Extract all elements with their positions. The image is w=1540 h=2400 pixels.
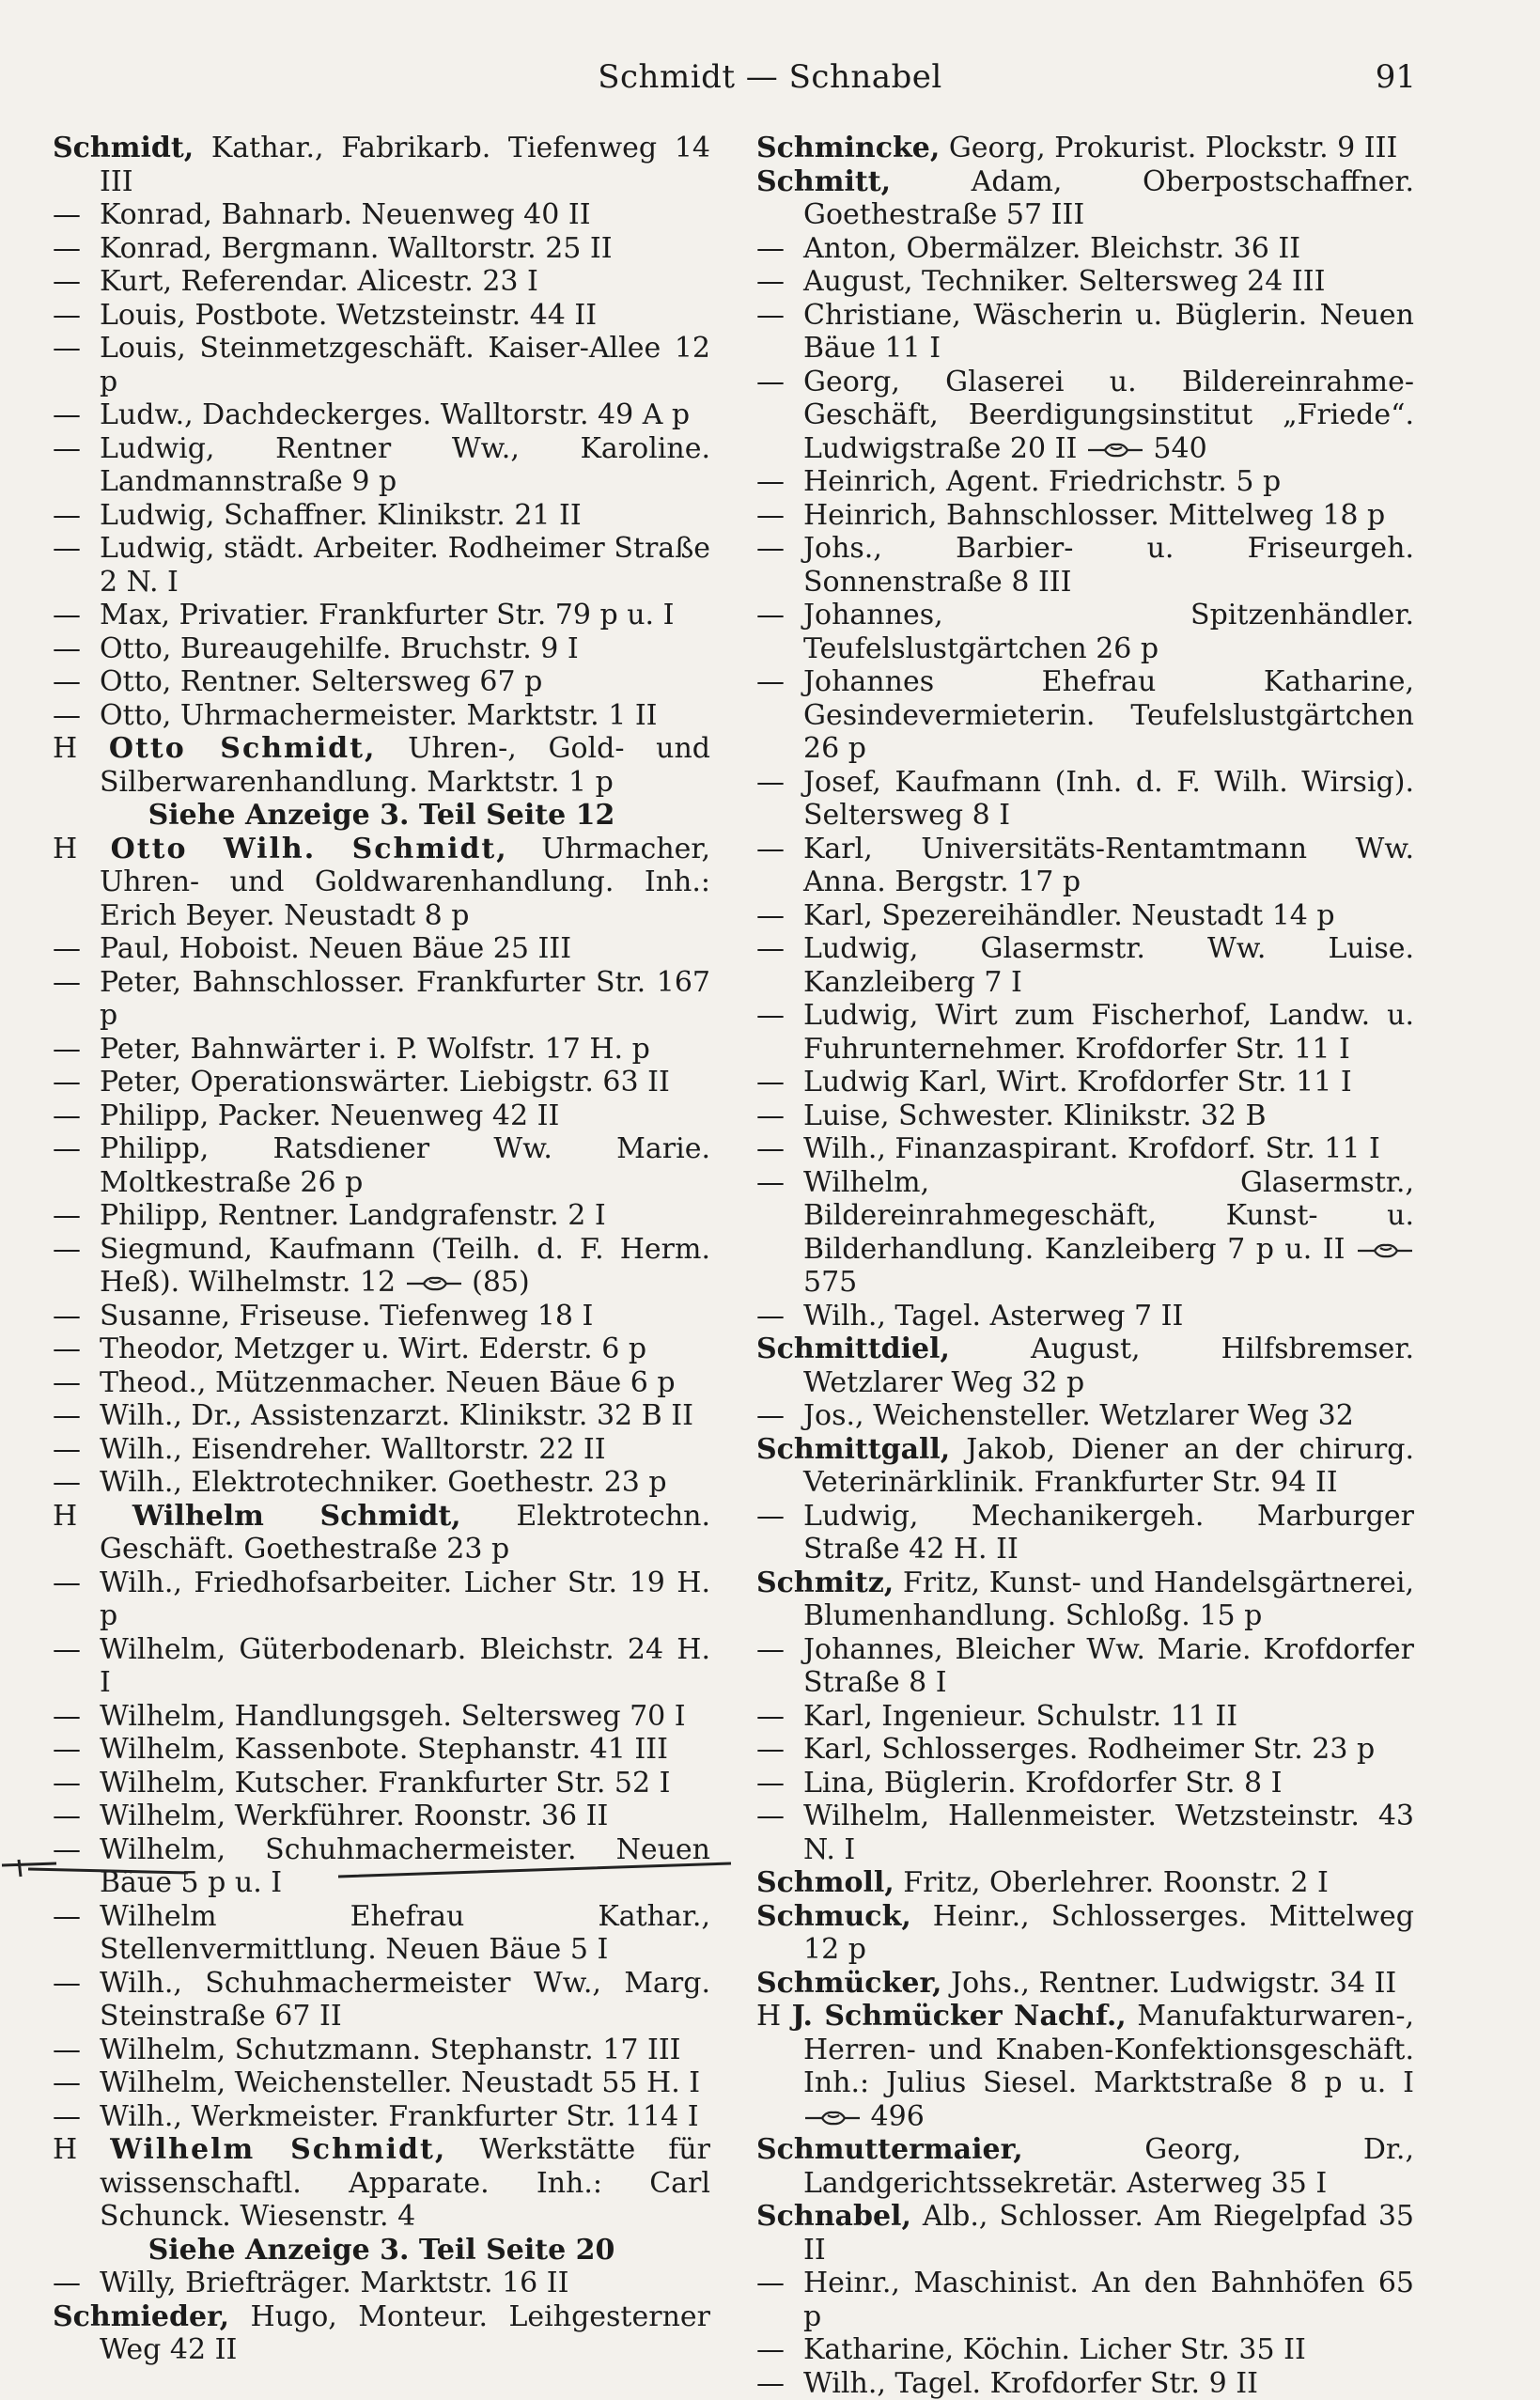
entry-text: Wilhelm, Werkführer. Roonstr. 36 II [100,1800,608,1832]
directory-entry [53,232,710,266]
directory-entry [53,1700,710,1734]
entry-text: Louis, Steinmetzgeschäft. Kaiser-Allee 12 p [100,332,710,398]
entry-text: Kathar., Fabrikarb. Tiefenweg 14 III [100,132,710,198]
entry-text: Johannes, Spitzenhändler. Teufelslustgärtchen 26 p [803,599,1414,665]
phone-number: 540 [1144,432,1207,465]
ditto-dash: — [53,499,100,533]
ditto-dash: — [756,1300,803,1333]
entry-text: Wilh., Werkmeister. Frankfurter Str. 114 I [100,2100,699,2133]
ditto-dash: — [53,1132,100,1166]
ditto-dash: — [53,332,100,366]
directory-entry [756,1633,1414,1700]
directory-entry-head [756,1866,1414,1900]
ditto-dash: — [53,1399,100,1433]
telephone-icon [803,2109,862,2127]
ditto-dash: — [756,1099,803,1133]
firm-name: Otto Wilh. Schmidt, [111,833,508,865]
entry-text: August, Hilfsbremser. Wetzlarer Weg 32 p [803,1332,1414,1399]
telephone-icon [405,1274,463,1293]
entry-text: Karl, Schlosserges. Rodheimer Str. 23 p [803,1733,1375,1766]
entry-text: Karl, Universitäts-Rentamtmann Ww. Anna. Bergstr. 17 p [803,833,1414,899]
ditto-dash: — [53,198,100,232]
ditto-dash: — [756,1132,803,1166]
ditto-dash: — [756,766,803,800]
entry-text: Ludwig, städt. Arbeiter. Rodheimer Straße 2 N. I [100,532,710,599]
ditto-dash: — [756,2367,803,2400]
entry-text: Wilhelm, Hallenmeister. Wetzsteinstr. 43 N. I [803,1800,1414,1866]
ditto-dash: — [756,1733,803,1767]
ditto-dash: — [756,2267,803,2300]
directory-entry [53,332,710,398]
directory-entry [756,1767,1414,1800]
directory-entry [53,532,710,599]
entry-text: Wilh., Eisendreher. Walltorstr. 22 II [100,1433,606,1466]
directory-entry [756,1399,1414,1433]
directory-entry [756,833,1414,899]
ditto-dash: — [53,1767,100,1800]
entry-text: Siegmund, Kaufmann (Teilh. d. F. Herm. Heß). Wilhelmstr. 12 [100,1233,710,1300]
advertisement-reference: Siehe Anzeige 3. Teil Seite 20 [53,2234,710,2268]
directory-entry [756,1132,1414,1166]
entry-text: Uhren-, Gold- und Silberwarenhandlung. Marktstr. 1 p [100,732,710,799]
directory-entry [53,699,710,733]
ditto-dash: — [53,2100,100,2134]
directory-entry [53,1300,710,1333]
ditto-dash: — [756,1500,803,1534]
entry-text: Peter, Bahnschlosser. Frankfurter Str. 167 p [100,966,710,1033]
entry-text: Theodor, Metzger u. Wirt. Ederstr. 6 p [100,1332,646,1365]
directory-entry [756,232,1414,266]
entry-text: Luise, Schwester. Klinikstr. 32 B [803,1099,1267,1132]
ditto-dash: — [53,599,100,632]
phone-number: (85) [463,1266,530,1299]
directory-entry [53,1199,710,1233]
left-column [53,132,710,2367]
ditto-dash: — [53,265,100,299]
entry-text: Wilhelm, Güterbodenarb. Bleichstr. 24 H. I [100,1633,710,1700]
entry-text: Ludw., Dachdeckerges. Walltorstr. 49 A p [100,398,690,431]
entry-text: Wilhelm, Kutscher. Frankfurter Str. 52 I [100,1767,671,1800]
directory-entry [53,1132,710,1199]
directory-entry-head [756,132,1414,165]
ditto-dash: — [53,1066,100,1099]
page-title: Schmidt — Schnabel [0,58,1540,96]
page-header [0,58,1540,115]
entry-text: Manufakturwaren-, Herren- und Knaben-Konfektionsgeschäft. Inh.: Julius Siesel. Marktstraße 8 p u. I [803,2000,1414,2099]
business-listing [53,833,710,933]
entry-text: Wilhelm, Weichensteller. Neustadt 55 H. I [100,2066,700,2099]
entry-text: Wilhelm Ehefrau Kathar., Stellenvermittlung. Neuen Bäue 5 I [100,1900,710,1967]
entry-text: Theod., Mützenmacher. Neuen Bäue 6 p [100,1366,676,1399]
ditto-dash: — [756,899,803,933]
ditto-dash: — [53,2066,100,2100]
entry-text: Karl, Spezereihändler. Neustadt 14 p [803,899,1335,932]
entry-text: Wilhelm, Handlungsgeh. Seltersweg 70 I [100,1700,686,1733]
directory-entry [756,532,1414,599]
entry-text: Philipp, Packer. Neuenweg 42 II [100,1099,559,1132]
directory-entry [53,1033,710,1067]
entry-text: Peter, Operationswärter. Liebigstr. 63 II [100,1066,670,1099]
ditto-dash: — [756,999,803,1033]
ditto-dash: — [53,1900,100,1934]
entry-text: Ludwig, Rentner Ww., Karoline. Landmannstraße 9 p [100,432,710,499]
directory-entry [53,2034,710,2067]
entry-text: Ludwig, Schaffner. Klinikstr. 21 II [100,499,582,532]
directory-entry [53,1800,710,1833]
telephone-icon [1356,1241,1414,1260]
directory-entry [53,632,710,666]
entry-text: August, Techniker. Seltersweg 24 III [803,265,1325,298]
entry-text: Christiane, Wäscherin u. Büglerin. Neuen Bäue 11 I [803,299,1414,366]
handwritten-strike-mark [0,1856,733,1884]
entry-text: Louis, Postbote. Wetzsteinstr. 44 II [100,299,597,332]
family-name: Schmücker, [756,1967,942,2000]
directory-entry [53,1466,710,1500]
family-name: Schmittdiel, [756,1332,950,1365]
ditto-dash: — [756,499,803,533]
entry-text: Peter, Bahnwärter i. P. Wolfstr. 17 H. p [100,1033,650,1066]
ditto-dash: — [53,1566,100,1600]
entry-text: Wilhelm, Glasermstr., Bildereinrahmegeschäft, Kunst- u. Bilderhandlung. Kanzleiberg 7 p u. II [803,1166,1414,1266]
entry-text: Ludwig, Mechanikergeh. Marburger Straße 42 H. II [803,1500,1414,1566]
ditto-dash: — [53,1466,100,1500]
ditto-dash: — [756,1800,803,1833]
ditto-dash: — [53,232,100,266]
ditto-dash: — [756,1066,803,1099]
firm-name: Wilhelm Schmidt, [132,1500,461,1533]
ditto-dash: — [756,1399,803,1433]
entry-text: Kurt, Referendar. Alicestr. 23 I [100,265,538,298]
ditto-dash: — [53,1033,100,1067]
directory-entry [53,1900,710,1967]
ditto-dash: — [53,932,100,966]
entry-text: Konrad, Bergmann. Walltorstr. 25 II [100,232,613,265]
entry-text: Fritz, Oberlehrer. Roonstr. 2 I [894,1866,1329,1899]
entry-text: Alb., Schlosser. Am Riegelpfad 35 II [803,2200,1414,2267]
entry-text: Wilh., Friedhofsarbeiter. Licher Str. 19 H. p [100,1566,710,1633]
entry-text: Fritz, Kunst- und Handelsgärtnerei, Blumenhandlung. Schloßg. 15 p [803,1566,1414,1633]
entry-text: Paul, Hoboist. Neuen Bäue 25 III [100,932,571,965]
ditto-dash: — [756,1166,803,1200]
directory-entry [53,1967,710,2034]
firm-name: J. Schmücker Nachf., [792,2000,1127,2033]
directory-entry [53,1332,710,1366]
ditto-dash: — [53,1733,100,1767]
directory-entry [53,499,710,533]
ditto-dash: — [53,665,100,699]
directory-entry [53,198,710,232]
ditto-dash: — [756,299,803,333]
listing-marker: H [53,732,109,765]
business-listing [53,2133,710,2234]
entry-text: Wilh., Dr., Assistenzarzt. Klinikstr. 32 B II [100,1399,693,1432]
entry-text: Georg, Prokurist. Plockstr. 9 III [940,132,1397,164]
directory-entry [756,1700,1414,1734]
ditto-dash: — [756,265,803,299]
directory-entry [53,1767,710,1800]
entry-text: Otto, Rentner. Seltersweg 67 p [100,665,542,698]
directory-entry-head [756,2133,1414,2200]
directory-entry [53,2100,710,2134]
directory-entry [53,1433,710,1467]
directory-entry [53,966,710,1033]
listing-marker: H [53,1500,132,1533]
ditto-dash: — [756,2333,803,2367]
ditto-dash: — [53,432,100,466]
directory-entry [756,1733,1414,1767]
entry-text: Jakob, Diener an der chirurg. Veterinärklinik. Frankfurter Str. 94 II [803,1433,1414,1500]
directory-entry [756,999,1414,1066]
ditto-dash: — [53,1332,100,1366]
ditto-dash: — [53,1800,100,1833]
entry-text: Heinr., Schlosserges. Mittelweg 12 p [803,1900,1414,1967]
family-name: Schmidt, [53,132,194,164]
entry-text: Adam, Oberpostschaffner. Goethestraße 57 III [803,165,1414,232]
entry-text: Philipp, Ratsdiener Ww. Marie. Moltkestraße 26 p [100,1132,710,1199]
family-name: Schmoll, [756,1866,894,1899]
entry-text: Wilhelm, Schuhmachermeister. Neuen Bäue 5 p u. I [100,1833,710,1900]
ditto-dash: — [53,1099,100,1133]
firm-name: Wilhelm Schmidt, [110,2133,446,2166]
directory-entry [756,499,1414,533]
directory-entry [53,932,710,966]
family-name: Schmieder, [53,2300,229,2333]
ditto-dash: — [53,1433,100,1467]
directory-entry [756,366,1414,466]
entry-text: Johannes, Bleicher Ww. Marie. Krofdorfer Straße 8 I [803,1633,1414,1700]
directory-entry-head [756,165,1414,232]
entry-text: Uhrmacher, Uhren- und Goldwarenhandlung. Inh.: Erich Beyer. Neustadt 8 p [100,833,710,932]
ditto-dash: — [53,2267,100,2300]
business-listing [53,732,710,799]
directory-entry [53,1099,710,1133]
directory-entry [756,1166,1414,1300]
family-name: Schnabel, [756,2200,911,2233]
directory-entry [756,1500,1414,1566]
advertisement-reference: Siehe Anzeige 3. Teil Seite 12 [53,799,710,833]
ditto-dash: — [53,1833,100,1867]
entry-text: Georg, Glaserei u. Bildereinrahme-Geschäft, Beerdigungsinstitut „Friede“. Ludwigstraße 20 II [803,366,1414,465]
entry-text: Wilhelm, Kassenbote. Stephanstr. 41 III [100,1733,668,1766]
entry-text: Heinrich, Agent. Friedrichstr. 5 p [803,465,1281,498]
entry-text: Wilh., Elektrotechniker. Goethestr. 23 p [100,1466,667,1499]
entry-text: Otto, Bureaugehilfe. Bruchstr. 9 I [100,632,579,665]
directory-entry-head [756,1900,1414,1967]
directory-entry [756,665,1414,766]
entry-text: Heinrich, Bahnschlosser. Mittelweg 18 p [803,499,1385,532]
directory-entry [756,1800,1414,1866]
ditto-dash: — [756,665,803,699]
entry-text: Konrad, Bahnarb. Neuenweg 40 II [100,198,591,231]
directory-entry-head [756,2200,1414,2267]
ditto-dash: — [53,1967,100,2001]
entry-text: Otto, Uhrmachermeister. Marktstr. 1 II [100,699,658,732]
ditto-dash: — [53,632,100,666]
ditto-dash: — [756,1767,803,1800]
page-number: 91 [1376,58,1416,96]
directory-entry [756,932,1414,999]
directory-entry [53,1366,710,1400]
ditto-dash: — [53,532,100,566]
phone-number: 575 [803,1266,857,1299]
ditto-dash: — [756,833,803,866]
family-name: Schmuck, [756,1900,911,1933]
directory-entry [53,299,710,333]
entry-text: Ludwig Karl, Wirt. Krofdorfer Str. 11 I [803,1066,1352,1099]
listing-marker: H [756,2000,792,2033]
directory-entry [53,1233,710,1300]
ditto-dash: — [53,1300,100,1333]
directory-entry [53,1066,710,1099]
entry-text: Karl, Ingenieur. Schulstr. 11 II [803,1700,1237,1733]
entry-text: Johs., Rentner. Ludwigstr. 34 II [942,1967,1397,2000]
entry-text: Katharine, Köchin. Licher Str. 35 II [803,2333,1306,2366]
right-column [756,132,1414,2400]
ditto-dash: — [53,1233,100,1267]
entry-text: Lina, Büglerin. Krofdorfer Str. 8 I [803,1767,1283,1800]
directory-entry [53,432,710,499]
entry-text: Wilh., Tagel. Asterweg 7 II [803,1300,1183,1332]
ditto-dash: — [756,1633,803,1667]
directory-entry [756,2367,1414,2400]
ditto-dash: — [756,932,803,966]
directory-entry [53,1399,710,1433]
entry-text: Werkstätte für wissenschaftl. Apparate. Inh.: Carl Schunck. Wiesenstr. 4 [100,2133,710,2233]
directory-entry [53,599,710,632]
directory-entry [756,899,1414,933]
entry-text: Ludwig, Wirt zum Fischerhof, Landw. u. Fuhrunternehmer. Krofdorfer Str. 11 I [803,999,1414,1066]
ditto-dash: — [756,465,803,499]
directory-entry-head [756,1332,1414,1399]
directory-entry [756,2267,1414,2333]
ditto-dash: — [53,299,100,333]
ditto-dash: — [53,1366,100,1400]
directory-entry [756,265,1414,299]
entry-text: Heinr., Maschinist. An den Bahnhöfen 65 p [803,2267,1414,2333]
ditto-dash: — [756,232,803,266]
directory-entry-head [756,1967,1414,2001]
ditto-dash: — [53,1633,100,1667]
ditto-dash: — [53,1700,100,1734]
directory-entry [756,299,1414,366]
entry-text: Ludwig, Glasermstr. Ww. Luise. Kanzleiberg 7 I [803,932,1414,999]
ditto-dash: — [756,1700,803,1734]
entry-text: Wilh., Tagel. Krofdorfer Str. 9 II [803,2367,1258,2400]
family-name: Schmitz, [756,1566,894,1599]
directory-entry [53,2066,710,2100]
family-name: Schmincke, [756,132,940,164]
directory-entry [53,1633,710,1700]
firm-name: Otto Schmidt, [109,732,377,765]
listing-marker: H [53,833,111,865]
ditto-dash: — [53,2034,100,2067]
directory-entry [53,265,710,299]
directory-entry [756,599,1414,665]
directory-entry-head [53,2300,710,2367]
entry-text: Philipp, Rentner. Landgrafenstr. 2 I [100,1199,606,1232]
directory-entry [756,1300,1414,1333]
directory-entry [756,1066,1414,1099]
entry-text: Georg, Dr., Landgerichtssekretär. Asterweg 35 I [803,2133,1414,2200]
ditto-dash: — [53,398,100,432]
directory-entry [756,1099,1414,1133]
entry-text: Josef, Kaufmann (Inh. d. F. Wilh. Wirsig). Seltersweg 8 I [803,766,1414,833]
ditto-dash: — [53,966,100,1000]
directory-entry [756,465,1414,499]
family-name: Schmittgall, [756,1433,950,1466]
ditto-dash: — [53,699,100,733]
family-name: Schmitt, [756,165,891,198]
directory-entry-head [53,132,710,198]
directory-entry [756,2333,1414,2367]
entry-text: Elektrotechn. Geschäft. Goethestraße 23 p [100,1500,710,1566]
business-listing [53,1500,710,1566]
directory-entry [756,766,1414,833]
directory-entry [53,398,710,432]
entry-text: Johannes Ehefrau Katharine, Gesindevermieterin. Teufelslustgärtchen 26 p [803,665,1414,765]
entry-text: Anton, Obermälzer. Bleichstr. 36 II [803,232,1300,265]
entry-text: Susanne, Friseuse. Tiefenweg 18 I [100,1300,593,1332]
entry-text: Wilh., Schuhmachermeister Ww., Marg. Steinstraße 67 II [100,1967,710,2034]
telephone-icon [1086,441,1144,460]
family-name: Schmuttermaier, [756,2133,1023,2166]
directory-entry [53,1566,710,1633]
directory-entry-head [756,1566,1414,1633]
entry-text: Jos., Weichensteller. Wetzlarer Weg 32 [803,1399,1354,1432]
entry-text: Willy, Briefträger. Marktstr. 16 II [100,2267,568,2299]
entry-text: Wilh., Finanzaspirant. Krofdorf. Str. 11 I [803,1132,1380,1165]
directory-entry [53,665,710,699]
ditto-dash: — [756,599,803,632]
entry-text: Wilhelm, Schutzmann. Stephanstr. 17 III [100,2034,681,2066]
directory-entry [53,2267,710,2300]
entry-text: Hugo, Monteur. Leihgesterner Weg 42 II [100,2300,710,2367]
entry-text: Max, Privatier. Frankfurter Str. 79 p u. I [100,599,674,631]
ditto-dash: — [53,1199,100,1233]
entry-text: Johs., Barbier- u. Friseurgeh. Sonnenstraße 8 III [803,532,1414,599]
directory-entry-head [756,1433,1414,1500]
ditto-dash: — [756,532,803,566]
listing-marker: H [53,2133,110,2166]
phone-number: 496 [862,2100,925,2133]
ditto-dash: — [756,366,803,399]
business-listing [756,2000,1414,2133]
directory-entry [53,1733,710,1767]
